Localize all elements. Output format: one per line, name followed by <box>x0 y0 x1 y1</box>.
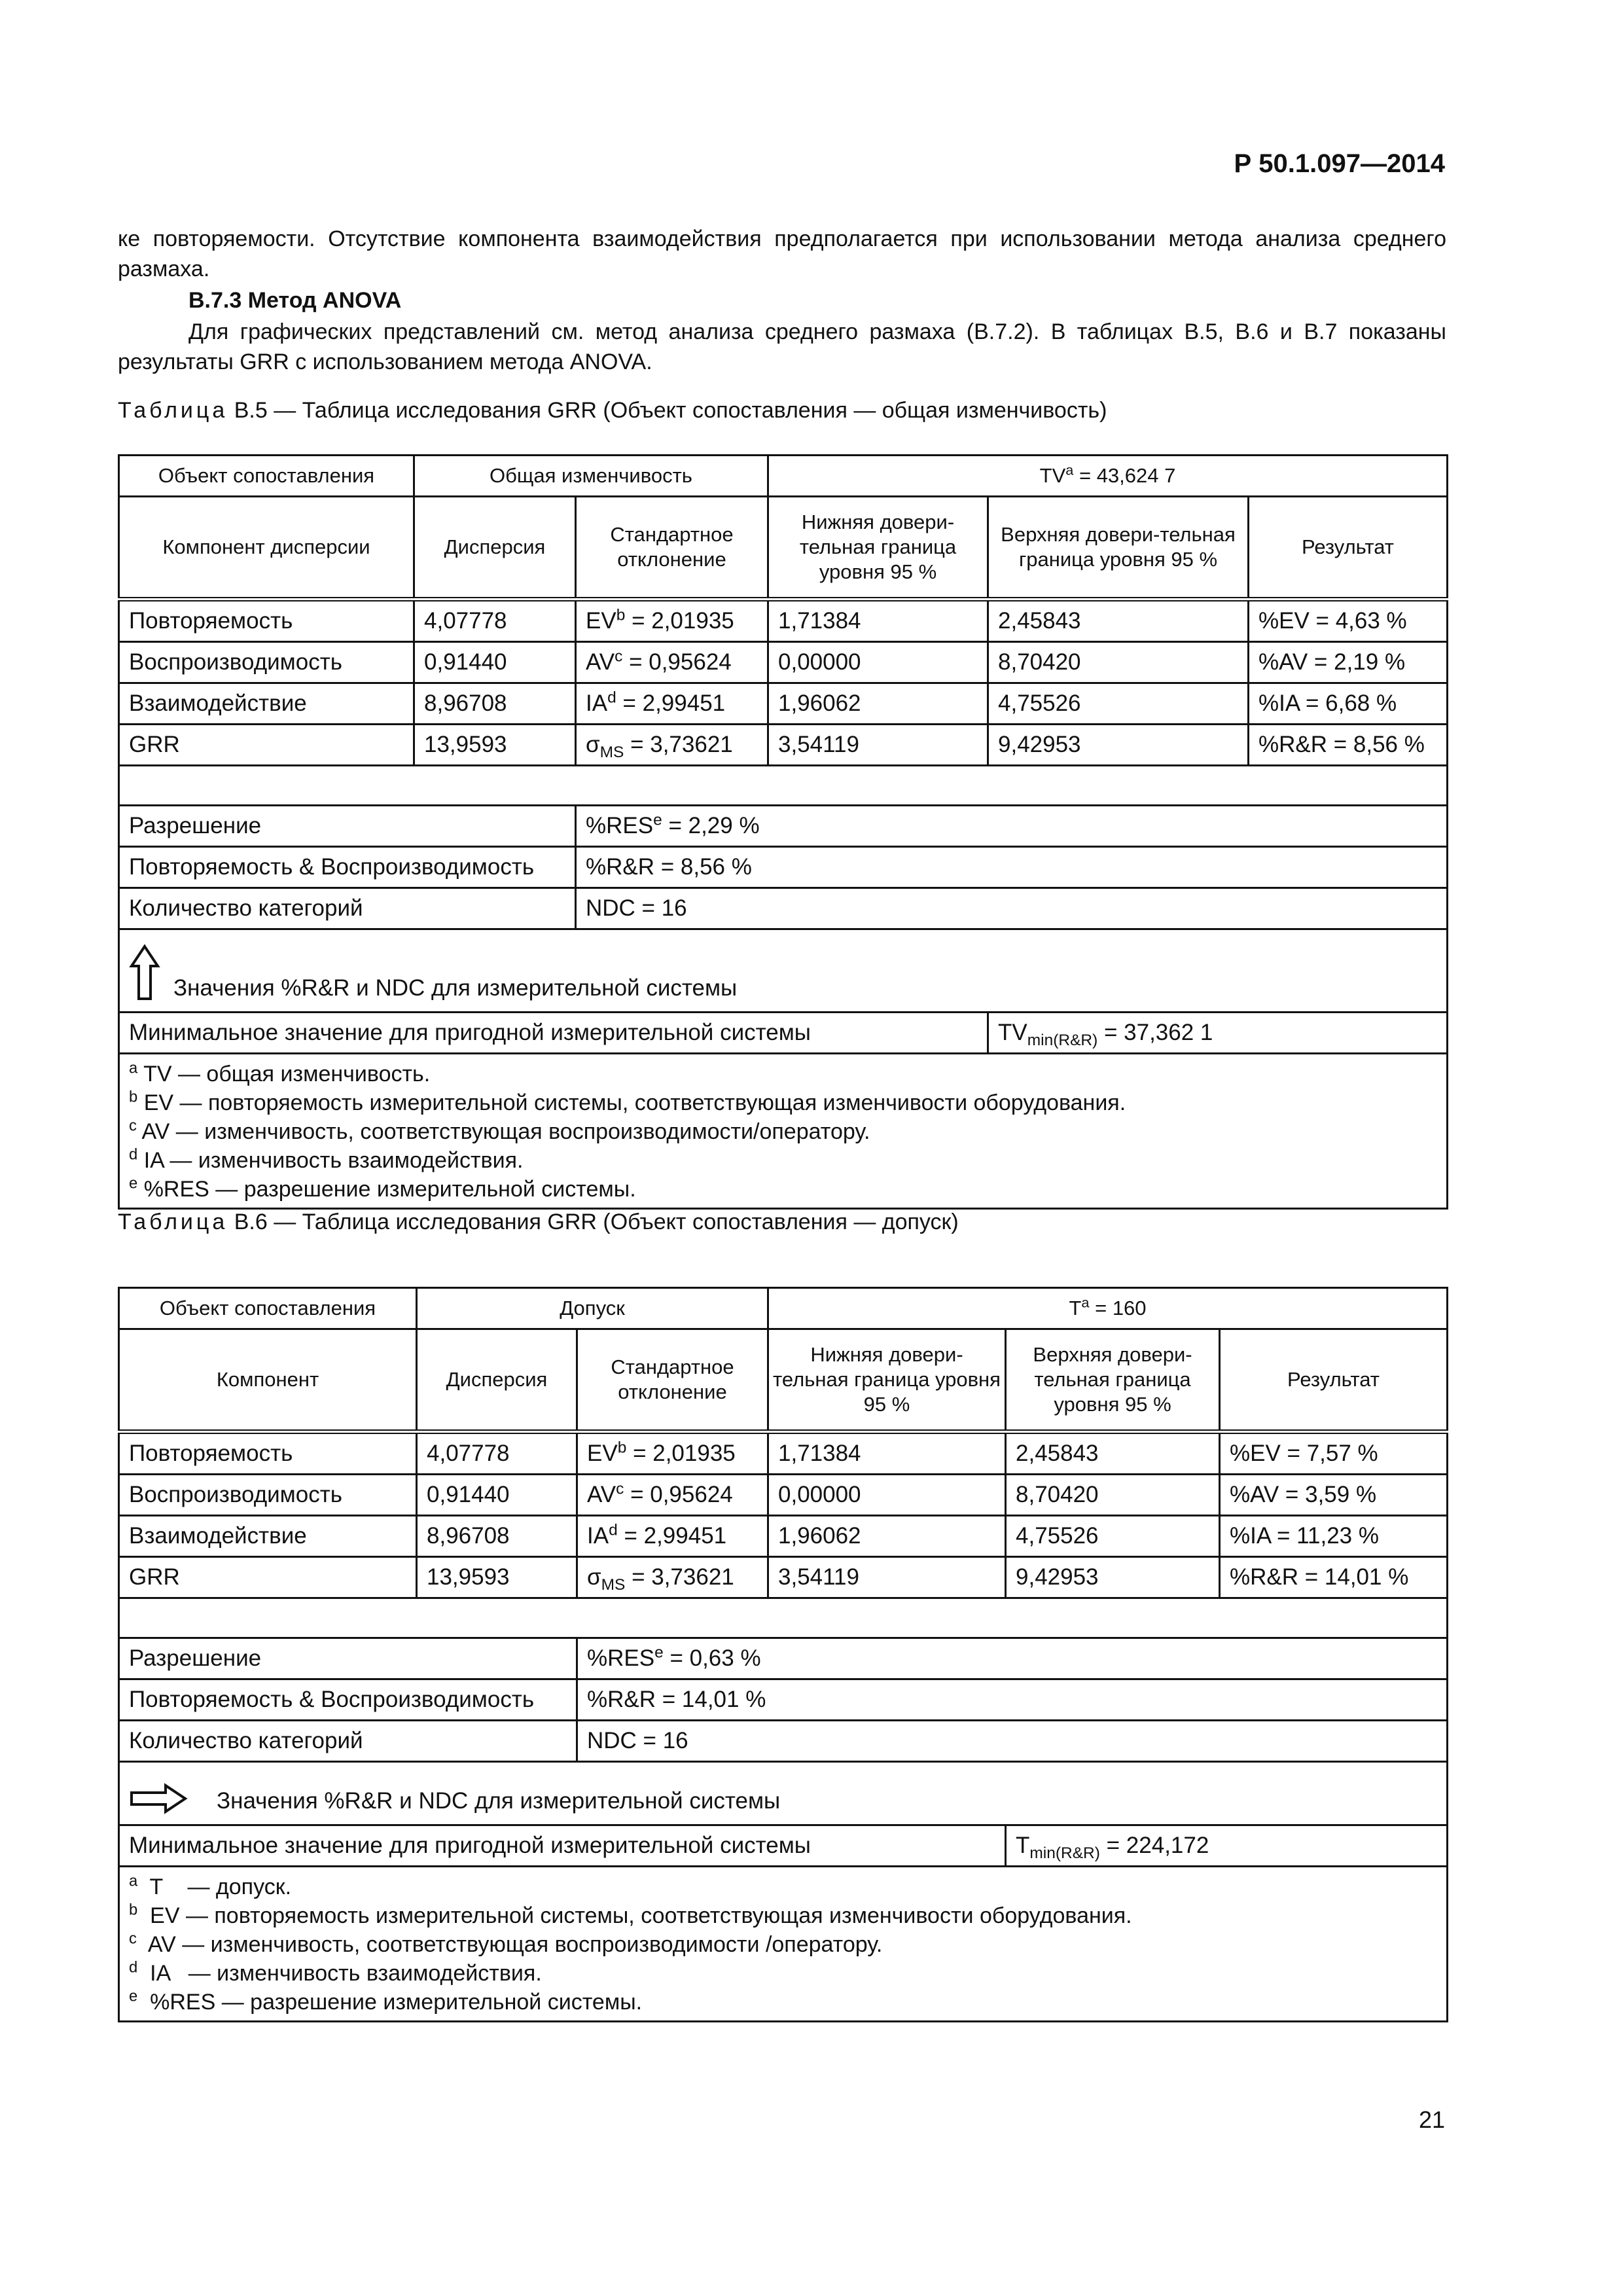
min-number: = 37,362 1 <box>1097 1020 1213 1045</box>
table-row <box>119 725 1448 766</box>
note-line <box>129 1959 1437 1988</box>
sd-sub: MS <box>599 744 624 761</box>
table-spacer <box>119 766 1448 806</box>
table-notes <box>119 1867 1448 2022</box>
row-sd <box>576 725 768 766</box>
result-value: %R&R = 8,56 % <box>576 847 1448 888</box>
table-b5-h2-lower: Нижняя довери-тельная граница уровня 95 % <box>768 497 988 600</box>
row-variance: 0,91440 <box>417 1475 577 1516</box>
table-b6 <box>118 1287 1448 2022</box>
row-variance: 4,07778 <box>414 600 576 642</box>
row-sd <box>577 1557 768 1598</box>
table-b6-t-sup: a <box>1081 1294 1090 1311</box>
min-sub: min(R&R) <box>1027 1031 1098 1049</box>
note-text: TV — общая изменчивость. <box>137 1062 431 1086</box>
table-b5-h1-basis: Общая изменчивость <box>414 456 768 497</box>
note-marker: c <box>129 1117 137 1135</box>
table-b5-h2-result: Результат <box>1249 497 1448 600</box>
row-result: %R&R = 8,56 % <box>1249 725 1448 766</box>
sd-value: = 3,73621 <box>625 1564 734 1590</box>
min-symbol: TV <box>998 1020 1027 1045</box>
row-result: %AV = 2,19 % <box>1249 642 1448 683</box>
intro-text: ке повторяемости. Отсутствие компонента взаимодействия предполагается при использовании метода анализа среднего размаха. <box>118 226 1446 281</box>
note-marker: a <box>129 1872 138 1890</box>
row-result: %AV = 3,59 % <box>1220 1475 1448 1516</box>
result-value: NDC = 16 <box>577 1721 1448 1762</box>
arrow-up-icon <box>129 944 160 1001</box>
row-upper: 4,75526 <box>988 683 1249 725</box>
min-symbol: T <box>1016 1833 1030 1858</box>
result-label: Повторяемость & Воспроизводимость <box>119 847 576 888</box>
note-line <box>129 1060 1437 1088</box>
sd-value: = 2,99451 <box>617 1523 727 1549</box>
arrow-caption: Значения %R&R и NDC для измерительной системы <box>217 1788 781 1814</box>
sd-symbol: AV <box>586 649 615 675</box>
note-marker: d <box>129 1145 138 1164</box>
note-line <box>129 1088 1437 1117</box>
table-b5-h2-upper: Верхняя довери-тельная граница уровня 95 % <box>988 497 1249 600</box>
sd-value: = 2,99451 <box>616 691 726 716</box>
table-b6-h1-object: Объект сопоставления <box>119 1288 417 1329</box>
row-name: Повторяемость <box>119 1432 417 1475</box>
row-lower: 3,54119 <box>768 725 988 766</box>
row-upper: 4,75526 <box>1006 1516 1220 1557</box>
sd-symbol: IA <box>587 1523 609 1549</box>
sd-symbol: σ <box>586 732 600 757</box>
table-b6-h1-basis: Допуск <box>417 1288 768 1329</box>
note-marker: c <box>129 1929 137 1948</box>
table-b5-caption <box>118 398 1107 423</box>
result-row <box>119 806 1448 847</box>
result-label: Разрешение <box>119 1638 577 1679</box>
row-name: Воспроизводимость <box>119 642 414 683</box>
row-upper: 2,45843 <box>988 600 1249 642</box>
note-marker: e <box>129 1174 138 1193</box>
table-b5-tv-sup: a <box>1065 461 1074 478</box>
result-value <box>576 806 1448 847</box>
arrow-right-icon <box>129 1783 188 1814</box>
min-label: Минимальное значение для пригодной измерительной системы <box>119 1013 988 1054</box>
note-text: AV — изменчивость, соответствующая воспроизводимости/оператору. <box>136 1119 870 1144</box>
result-sup: e <box>654 1643 664 1662</box>
sd-symbol: σ <box>587 1564 601 1590</box>
row-lower: 1,96062 <box>768 1516 1006 1557</box>
table-b6-h1-t <box>768 1288 1448 1329</box>
row-sd <box>577 1475 768 1516</box>
row-name: Повторяемость <box>119 600 414 642</box>
row-upper: 8,70420 <box>988 642 1249 683</box>
result-row <box>119 1679 1448 1721</box>
section-paragraph: Для графических представлений см. метод анализа среднего размаха (В.7.2). В таблицах В.5, В.6 и В.7 показаны результаты GRR с использованием метода ANOVA. <box>118 319 1446 374</box>
row-variance: 13,9593 <box>414 725 576 766</box>
row-variance: 8,96708 <box>417 1516 577 1557</box>
min-value <box>988 1013 1448 1054</box>
row-sd <box>577 1516 768 1557</box>
note-line <box>129 1930 1437 1959</box>
result-value <box>577 1638 1448 1679</box>
row-name: Взаимодействие <box>119 1516 417 1557</box>
table-b5-tv-symbol: TV <box>1039 464 1066 487</box>
result-label: Повторяемость & Воспроизводимость <box>119 1679 577 1721</box>
note-text: IA — изменчивость взаимодействия. <box>137 1961 542 1986</box>
note-line <box>129 1988 1437 2017</box>
row-lower: 1,71384 <box>768 1432 1006 1475</box>
table-b5-caption-label: Таблица <box>118 398 228 423</box>
sd-sup: c <box>616 1480 624 1498</box>
table-b5-h2-sd: Стандартное отклонение <box>576 497 768 600</box>
table-b6-h2-variance: Дисперсия <box>417 1329 577 1432</box>
note-marker: d <box>129 1958 138 1977</box>
note-line <box>129 1873 1437 1901</box>
sd-sub: MS <box>601 1576 626 1594</box>
sd-value: = 2,01935 <box>626 1441 736 1466</box>
note-text: EV — повторяемость измерительной системы, соответствующая изменчивости оборудования. <box>137 1090 1126 1115</box>
row-result: %IA = 11,23 % <box>1220 1516 1448 1557</box>
note-text: AV — изменчивость, соответствующая воспроизводимости /оператору. <box>136 1932 883 1957</box>
table-b6-h2-result: Результат <box>1220 1329 1448 1432</box>
result-pre: %RES <box>586 813 654 838</box>
sd-symbol: EV <box>586 608 616 634</box>
section-heading: В.7.3 Метод ANOVA <box>188 288 402 313</box>
row-lower: 1,96062 <box>768 683 988 725</box>
table-b5-h1-object: Объект сопоставления <box>119 456 414 497</box>
note-marker: b <box>129 1088 138 1106</box>
table-b6-caption-label: Таблица <box>118 1210 228 1234</box>
page-number: 21 <box>1418 2106 1445 2133</box>
row-name: GRR <box>119 725 414 766</box>
sd-sup: d <box>607 689 616 707</box>
row-result: %EV = 7,57 % <box>1220 1432 1448 1475</box>
row-variance: 8,96708 <box>414 683 576 725</box>
note-text: %RES — разрешение измерительной системы. <box>137 1990 643 2015</box>
row-upper: 9,42953 <box>988 725 1249 766</box>
table-row <box>119 642 1448 683</box>
table-row <box>119 1432 1448 1475</box>
result-sup: e <box>653 811 662 829</box>
row-sd <box>576 600 768 642</box>
row-variance: 0,91440 <box>414 642 576 683</box>
row-sd <box>576 642 768 683</box>
result-row <box>119 1721 1448 1762</box>
note-line <box>129 1117 1437 1146</box>
result-label: Количество категорий <box>119 1721 577 1762</box>
row-result: %EV = 4,63 % <box>1249 600 1448 642</box>
document-code: Р 50.1.097—2014 <box>1234 149 1445 178</box>
result-post: = 0,63 % <box>663 1645 761 1671</box>
sd-value: = 3,73621 <box>624 732 733 757</box>
result-row <box>119 888 1448 929</box>
table-row <box>119 1557 1448 1598</box>
table-b6-caption-text: В.6 — Таблица исследования GRR (Объект сопоставления — допуск) <box>228 1210 959 1234</box>
result-pre: %RES <box>587 1645 655 1671</box>
sd-sup: d <box>609 1521 618 1539</box>
row-upper: 8,70420 <box>1006 1475 1220 1516</box>
sd-value: = 0,95624 <box>622 649 732 675</box>
table-b5-h2-variance: Дисперсия <box>414 497 576 600</box>
row-result: %R&R = 14,01 % <box>1220 1557 1448 1598</box>
row-upper: 2,45843 <box>1006 1432 1220 1475</box>
note-line <box>129 1175 1437 1204</box>
note-text: T — допуск. <box>137 1874 292 1899</box>
table-b5-tv-value: = 43,624 7 <box>1073 464 1176 487</box>
table-b5-h1-tv <box>768 456 1448 497</box>
row-variance: 4,07778 <box>417 1432 577 1475</box>
sd-symbol: IA <box>586 691 608 716</box>
table-b5-h2-component: Компонент дисперсии <box>119 497 414 600</box>
table-b6-h2-lower: Нижняя довери-тельная граница уровня 95 % <box>768 1329 1006 1432</box>
table-b6-h2-component: Компонент <box>119 1329 417 1432</box>
row-name: Взаимодействие <box>119 683 414 725</box>
table-b6-h2-sd: Стандартное отклонение <box>577 1329 768 1432</box>
row-variance: 13,9593 <box>417 1557 577 1598</box>
sd-value: = 2,01935 <box>625 608 734 634</box>
result-value: NDC = 16 <box>576 888 1448 929</box>
arrow-row <box>119 1762 1448 1825</box>
arrow-caption: Значения %R&R и NDC для измерительной системы <box>173 975 738 1001</box>
note-marker: b <box>129 1901 138 1919</box>
min-label: Минимальное значение для пригодной измерительной системы <box>119 1825 1006 1867</box>
min-number: = 224,172 <box>1099 1833 1209 1858</box>
note-text: EV — повторяемость измерительной системы, соответствующая изменчивости оборудования. <box>137 1903 1132 1928</box>
result-label: Количество категорий <box>119 888 576 929</box>
table-spacer <box>119 1598 1448 1638</box>
result-row <box>119 847 1448 888</box>
row-name: Воспроизводимость <box>119 1475 417 1516</box>
table-row <box>119 1516 1448 1557</box>
table-b6-t-symbol: T <box>1069 1297 1082 1319</box>
note-text: IA — изменчивость взаимодействия. <box>137 1148 524 1173</box>
result-value: %R&R = 14,01 % <box>577 1679 1448 1721</box>
result-row <box>119 1638 1448 1679</box>
table-b5-caption-text: В.5 — Таблица исследования GRR (Объект сопоставления — общая изменчивость) <box>228 398 1107 423</box>
note-text: %RES — разрешение измерительной системы. <box>137 1177 636 1202</box>
note-line <box>129 1146 1437 1175</box>
row-lower: 1,71384 <box>768 600 988 642</box>
min-sub: min(R&R) <box>1029 1844 1100 1862</box>
sd-sup: c <box>615 647 623 666</box>
table-notes <box>119 1054 1448 1209</box>
arrow-row <box>119 929 1448 1013</box>
result-post: = 2,29 % <box>662 813 760 838</box>
table-row <box>119 1475 1448 1516</box>
sd-sup: b <box>617 1439 627 1457</box>
row-upper: 9,42953 <box>1006 1557 1220 1598</box>
min-value <box>1006 1825 1448 1867</box>
row-sd <box>576 683 768 725</box>
result-label: Разрешение <box>119 806 576 847</box>
row-name: GRR <box>119 1557 417 1598</box>
row-result: %IA = 6,68 % <box>1249 683 1448 725</box>
row-lower: 0,00000 <box>768 1475 1006 1516</box>
row-lower: 3,54119 <box>768 1557 1006 1598</box>
note-marker: a <box>129 1059 138 1077</box>
note-marker: e <box>129 1987 138 2005</box>
table-b6-t-value: = 160 <box>1089 1297 1147 1319</box>
table-row <box>119 600 1448 642</box>
table-row <box>119 683 1448 725</box>
sd-sup: b <box>616 606 626 624</box>
sd-symbol: AV <box>587 1482 616 1507</box>
sd-value: = 0,95624 <box>624 1482 733 1507</box>
table-b6-caption <box>118 1210 959 1235</box>
table-b6-h2-upper: Верхняя довери-тельная граница уровня 95 % <box>1006 1329 1220 1432</box>
row-lower: 0,00000 <box>768 642 988 683</box>
table-b5 <box>118 454 1448 1210</box>
sd-symbol: EV <box>587 1441 618 1466</box>
row-sd <box>577 1432 768 1475</box>
note-line <box>129 1901 1437 1930</box>
